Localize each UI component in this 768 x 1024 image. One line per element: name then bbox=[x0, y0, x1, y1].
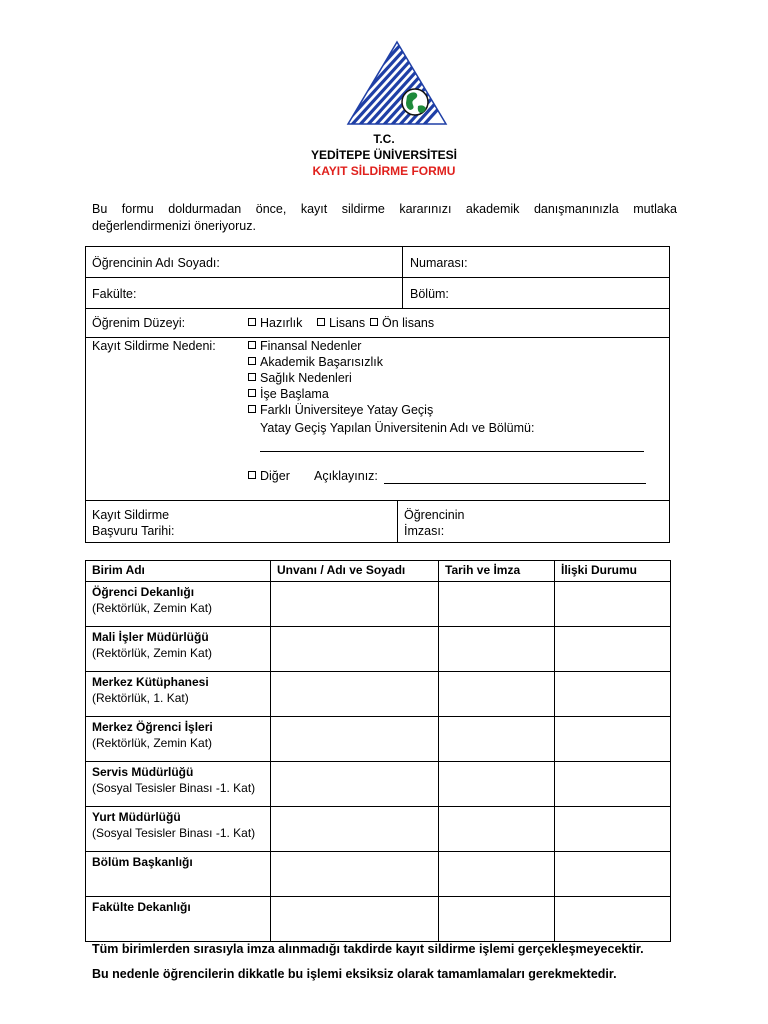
table-row bbox=[86, 627, 671, 672]
unit-location: (Sosyal Tesisler Binası -1. Kat) bbox=[92, 826, 256, 840]
reason-checkbox-health[interactable]: Sağlık Nedenleri bbox=[248, 370, 352, 386]
checkbox-icon bbox=[248, 471, 256, 479]
university-name: YEDİTEPE ÜNİVERSİTESİ bbox=[310, 148, 458, 162]
signature-label-1: Öğrencinin bbox=[404, 508, 465, 522]
title-name-cell[interactable] bbox=[271, 627, 439, 672]
unit-location: (Rektörlük, Zemin Kat) bbox=[92, 646, 213, 660]
header-date-signature: Tarih ve İmza bbox=[439, 561, 555, 582]
unit-location: (Sosyal Tesisler Binası -1. Kat) bbox=[92, 781, 256, 795]
relation-status-cell[interactable] bbox=[555, 627, 671, 672]
education-level-label: Öğrenim Düzeyi: bbox=[92, 316, 186, 330]
table-header-row bbox=[86, 561, 671, 582]
unit-name: Fakülte Dekanlığı bbox=[92, 900, 191, 914]
relation-status-cell[interactable] bbox=[555, 807, 671, 852]
table-row bbox=[86, 897, 671, 942]
application-date-label-1: Kayıt Sildirme bbox=[92, 508, 170, 522]
relation-status-cell[interactable] bbox=[555, 582, 671, 627]
unit-name-cell bbox=[86, 672, 271, 717]
reason-checkbox-job[interactable]: İşe Başlama bbox=[248, 386, 329, 402]
explain-label: Açıklayınız: bbox=[314, 469, 378, 483]
table-row bbox=[86, 717, 671, 762]
transfer-university-label: Yatay Geçiş Yapılan Üniversitenin Adı ve Bölümü: bbox=[260, 421, 535, 435]
unit-name-cell bbox=[86, 717, 271, 762]
unit-name: Merkez Öğrenci İşleri bbox=[92, 720, 213, 734]
department-field[interactable]: Bölüm: bbox=[410, 287, 449, 301]
checkbox-icon bbox=[248, 357, 256, 365]
date-signature-cell[interactable] bbox=[439, 672, 555, 717]
date-signature-cell[interactable] bbox=[439, 897, 555, 942]
title-name-cell[interactable] bbox=[271, 807, 439, 852]
application-date-field[interactable] bbox=[92, 507, 174, 539]
student-number-field[interactable]: Numarası: bbox=[410, 256, 468, 270]
university-logo bbox=[346, 40, 448, 126]
header-tc: T.C. bbox=[373, 132, 395, 146]
unit-name-cell bbox=[86, 627, 271, 672]
checkbox-icon bbox=[248, 341, 256, 349]
date-signature-cell[interactable] bbox=[439, 582, 555, 627]
faculty-field[interactable]: Fakülte: bbox=[92, 287, 137, 301]
header-relation-status: İlişki Durumu bbox=[555, 561, 671, 582]
unit-name-cell bbox=[86, 762, 271, 807]
title-name-cell[interactable] bbox=[271, 582, 439, 627]
table-row bbox=[86, 582, 671, 627]
signature-label-2: İmzası: bbox=[404, 524, 445, 538]
checkbox-icon bbox=[248, 318, 256, 326]
student-info-form bbox=[85, 246, 670, 543]
unit-name: Yurt Müdürlüğü bbox=[92, 810, 181, 824]
title-name-cell[interactable] bbox=[271, 852, 439, 897]
level-checkbox-bachelor[interactable]: Lisans bbox=[317, 315, 365, 331]
unit-name-cell bbox=[86, 807, 271, 852]
table-row bbox=[86, 672, 671, 717]
form-title: KAYIT SİLDİRME FORMU bbox=[312, 164, 456, 178]
date-signature-cell[interactable] bbox=[439, 717, 555, 762]
reason-checkbox-financial[interactable]: Finansal Nedenler bbox=[248, 338, 361, 354]
header-unit-name: Birim Adı bbox=[86, 561, 271, 582]
relation-status-cell[interactable] bbox=[555, 762, 671, 807]
unit-name: Öğrenci Dekanlığı bbox=[92, 585, 195, 599]
checkbox-icon bbox=[317, 318, 325, 326]
table-row bbox=[86, 807, 671, 852]
header-title-name: Unvanı / Adı ve Soyadı bbox=[271, 561, 439, 582]
title-name-cell[interactable] bbox=[271, 672, 439, 717]
intro-text: Bu formu doldurmadan önce, kayıt sildirme kararınızı akademik danışmanınızla mutlaka değerlendirmenizi öneriyoruz. bbox=[92, 202, 677, 233]
relation-status-cell[interactable] bbox=[555, 897, 671, 942]
table-row bbox=[86, 762, 671, 807]
date-signature-cell[interactable] bbox=[439, 627, 555, 672]
student-name-field[interactable]: Öğrencinin Adı Soyadı: bbox=[92, 256, 220, 270]
checkbox-icon bbox=[248, 373, 256, 381]
unit-name-cell bbox=[86, 897, 271, 942]
reason-checkbox-academic[interactable]: Akademik Başarısızlık bbox=[248, 354, 383, 370]
relation-status-cell[interactable] bbox=[555, 672, 671, 717]
unit-location: (Rektörlük, Zemin Kat) bbox=[92, 601, 213, 615]
unit-location: (Rektörlük, Zemin Kat) bbox=[92, 736, 213, 750]
withdrawal-reason-label: Kayıt Sildirme Nedeni: bbox=[92, 339, 216, 353]
level-checkbox-associate[interactable]: Ön lisans bbox=[370, 315, 434, 331]
student-signature-field[interactable] bbox=[404, 507, 464, 539]
relation-status-cell[interactable] bbox=[555, 852, 671, 897]
table-row bbox=[86, 852, 671, 897]
unit-name-cell bbox=[86, 582, 271, 627]
application-date-label-2: Başvuru Tarihi: bbox=[92, 524, 175, 538]
reason-checkbox-other[interactable]: Diğer bbox=[248, 468, 290, 484]
unit-name: Merkez Kütüphanesi bbox=[92, 675, 209, 689]
relation-status-cell[interactable] bbox=[555, 717, 671, 762]
title-name-cell[interactable] bbox=[271, 897, 439, 942]
reason-checkbox-transfer[interactable]: Farklı Üniversiteye Yatay Geçiş bbox=[248, 402, 433, 418]
checkbox-icon bbox=[248, 389, 256, 397]
unit-name: Bölüm Başkanlığı bbox=[92, 855, 193, 869]
title-name-cell[interactable] bbox=[271, 717, 439, 762]
explain-input[interactable] bbox=[384, 483, 646, 484]
footer-warning: Tüm birimlerden sırasıyla imza alınmadığı takdirde kayıt sildirme işlemi gerçekleşmeyecektir. bbox=[92, 942, 644, 956]
level-checkbox-prep[interactable]: Hazırlık bbox=[248, 315, 302, 331]
unit-name: Servis Müdürlüğü bbox=[92, 765, 194, 779]
date-signature-cell[interactable] bbox=[439, 852, 555, 897]
checkbox-icon bbox=[248, 405, 256, 413]
title-name-cell[interactable] bbox=[271, 762, 439, 807]
transfer-university-input[interactable] bbox=[260, 451, 644, 452]
unit-name-cell bbox=[86, 852, 271, 897]
units-approval-table bbox=[85, 560, 671, 942]
date-signature-cell[interactable] bbox=[439, 807, 555, 852]
checkbox-icon bbox=[370, 318, 378, 326]
unit-location: (Rektörlük, 1. Kat) bbox=[92, 691, 189, 705]
unit-name: Mali İşler Müdürlüğü bbox=[92, 630, 209, 644]
date-signature-cell[interactable] bbox=[439, 762, 555, 807]
footer-note: Bu nedenle öğrencilerin dikkatle bu işlemi eksiksiz olarak tamamlamaları gerekmektedir. bbox=[92, 967, 617, 981]
